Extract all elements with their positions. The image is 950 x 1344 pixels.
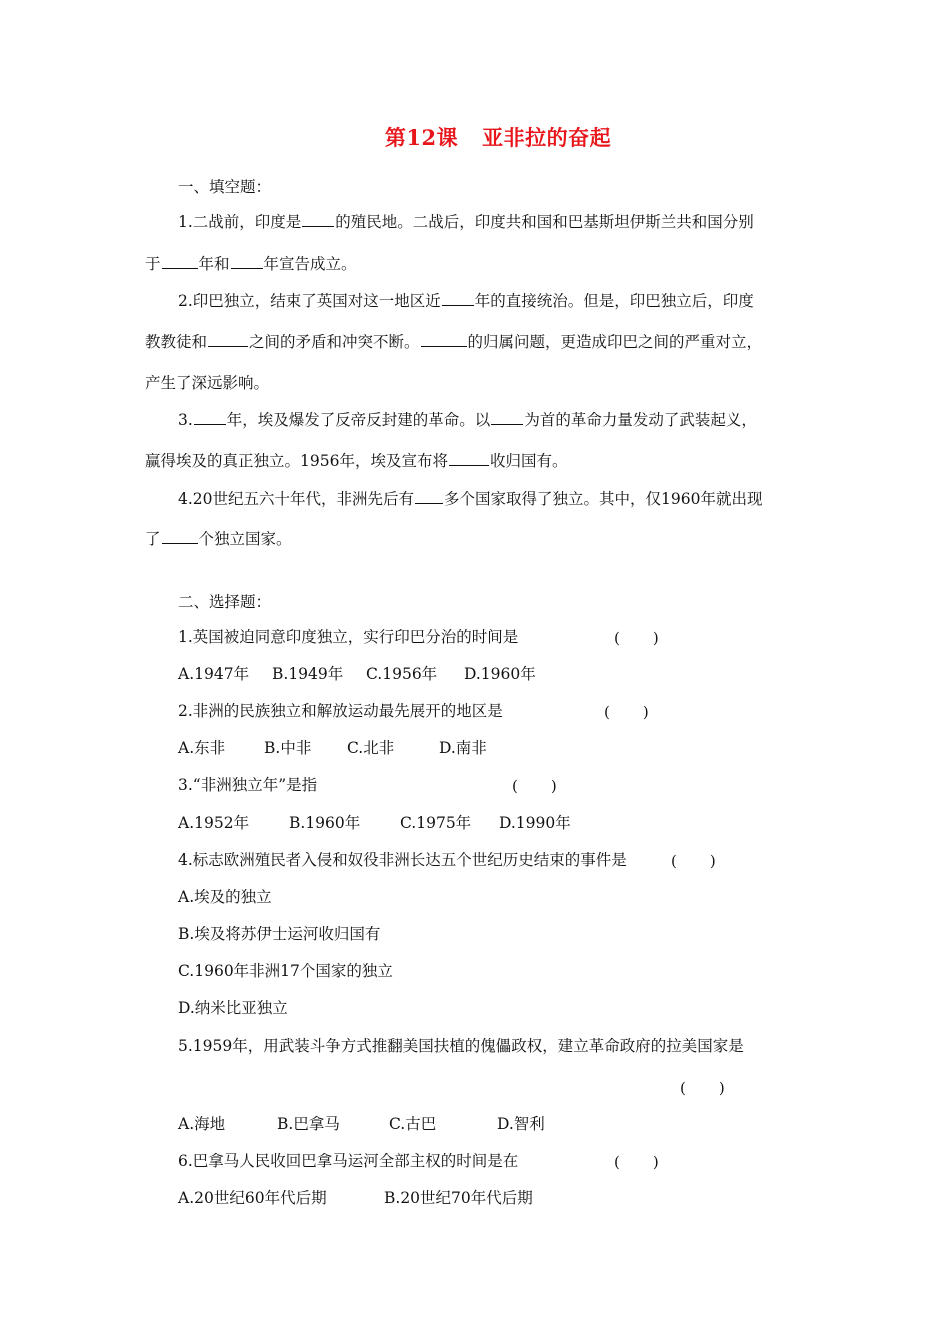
option-c[interactable]: C.1960年非洲17个国家的独立 — [178, 962, 393, 980]
fill-blank[interactable] — [208, 332, 248, 347]
choice-q1-stem: 1.英国被迫同意印度独立，实行印巴分治的时间是 — [178, 628, 519, 646]
fill-q2-line1: 2.印巴独立，结束了英国对这一地区近 年的直接统治。但是，印巴独立后，印度 — [178, 292, 754, 310]
option-b[interactable]: B.20世纪70年代后期 — [384, 1189, 533, 1207]
choice-q3-stem: 3.“非洲独立年”是指 — [178, 776, 318, 794]
answer-bracket[interactable]: ( ) — [680, 1079, 726, 1097]
choice-q3-options — [178, 812, 571, 834]
lesson-title — [0, 122, 950, 152]
choice-q5-options — [178, 1113, 545, 1135]
option-a[interactable]: A.20世纪60年代后期 — [178, 1189, 327, 1207]
option-d[interactable]: D.智利 — [497, 1115, 545, 1133]
option-c[interactable]: C.北非 — [347, 739, 395, 757]
choice-q4-stem: 4.标志欧洲殖民者入侵和奴役非洲长达五个世纪历史结束的事件是 — [178, 851, 627, 869]
option-a[interactable]: A.埃及的独立 — [178, 888, 272, 906]
option-b[interactable]: B.1960年 — [289, 814, 361, 832]
choice-q6-stem: 6.巴拿马人民收回巴拿马运河全部主权的时间是在 — [178, 1152, 519, 1170]
fill-blank[interactable] — [442, 291, 474, 306]
option-a[interactable]: A.1952年 — [178, 814, 250, 832]
fill-blank[interactable] — [421, 332, 467, 347]
option-d[interactable]: D.1960年 — [464, 665, 536, 683]
lesson-name: 亚非拉的奋起 — [482, 125, 612, 150]
answer-bracket[interactable]: ( ) — [614, 1153, 660, 1171]
fill-q1-line2: 于 年和 年宣告成立。 — [145, 255, 357, 273]
fill-q3-line1: 3. 年，埃及爆发了反帝反封建的革命。以 为首的革命力量发动了武装起义， — [178, 411, 757, 429]
fill-blank[interactable] — [231, 254, 263, 269]
fill-blank[interactable] — [449, 451, 489, 466]
fill-blank[interactable] — [415, 489, 443, 504]
option-b[interactable]: B.中非 — [264, 739, 312, 757]
fill-q3-line2: 赢得埃及的真正独立。1956年，埃及宣布将 收归国有。 — [145, 452, 568, 470]
lesson-number: 第12课 — [384, 125, 459, 150]
option-a[interactable]: A.1947年 — [178, 665, 250, 683]
option-c[interactable]: C.古巴 — [389, 1115, 437, 1133]
option-d[interactable]: D.1990年 — [499, 814, 571, 832]
section2-heading: 二、选择题： — [178, 593, 272, 611]
fill-q2-line3: 产生了深远影响。 — [145, 374, 270, 392]
answer-bracket[interactable]: ( ) — [512, 777, 558, 795]
answer-bracket[interactable]: ( ) — [604, 703, 650, 721]
choice-q2-options — [178, 737, 487, 759]
choice-q5-stem: 5.1959年，用武装斗争方式推翻美国扶植的傀儡政权，建立革命政府的拉美国家是 — [178, 1037, 744, 1055]
fill-blank[interactable] — [302, 212, 334, 227]
option-d[interactable]: D.纳米比亚独立 — [178, 999, 288, 1017]
fill-blank[interactable] — [194, 410, 226, 425]
option-b[interactable]: B.巴拿马 — [277, 1115, 340, 1133]
option-b[interactable]: B.1949年 — [272, 665, 344, 683]
fill-q1-line1: 1.二战前，印度是 的殖民地。二战后，印度共和国和巴基斯坦伊斯兰共和国分别 — [178, 213, 754, 231]
fill-blank[interactable] — [162, 529, 198, 544]
section1-heading: 一、填空题： — [178, 178, 272, 196]
choice-q6-options — [178, 1187, 533, 1209]
option-d[interactable]: D.南非 — [439, 739, 487, 757]
fill-blank[interactable] — [162, 254, 198, 269]
option-a[interactable]: A.海地 — [178, 1115, 226, 1133]
option-a[interactable]: A.东非 — [178, 739, 226, 757]
option-c[interactable]: C.1956年 — [366, 665, 438, 683]
answer-bracket[interactable]: ( ) — [671, 852, 717, 870]
option-c[interactable]: C.1975年 — [400, 814, 472, 832]
choice-q2-stem: 2.非洲的民族独立和解放运动最先展开的地区是 — [178, 702, 503, 720]
fill-q2-line2: 教教徒和 之间的矛盾和冲突不断。 的归属问题，更造成印巴之间的严重对立， — [145, 333, 763, 351]
option-b[interactable]: B.埃及将苏伊士运河收归国有 — [178, 925, 381, 943]
fill-q4-line1: 4.20世纪五六十年代，非洲先后有 多个国家取得了独立。其中，仅1960年就出现 — [178, 490, 763, 508]
fill-q4-line2: 了 个独立国家。 — [145, 530, 292, 548]
choice-q1-options — [178, 663, 536, 685]
fill-blank[interactable] — [491, 410, 523, 425]
answer-bracket[interactable]: ( ) — [614, 629, 660, 647]
